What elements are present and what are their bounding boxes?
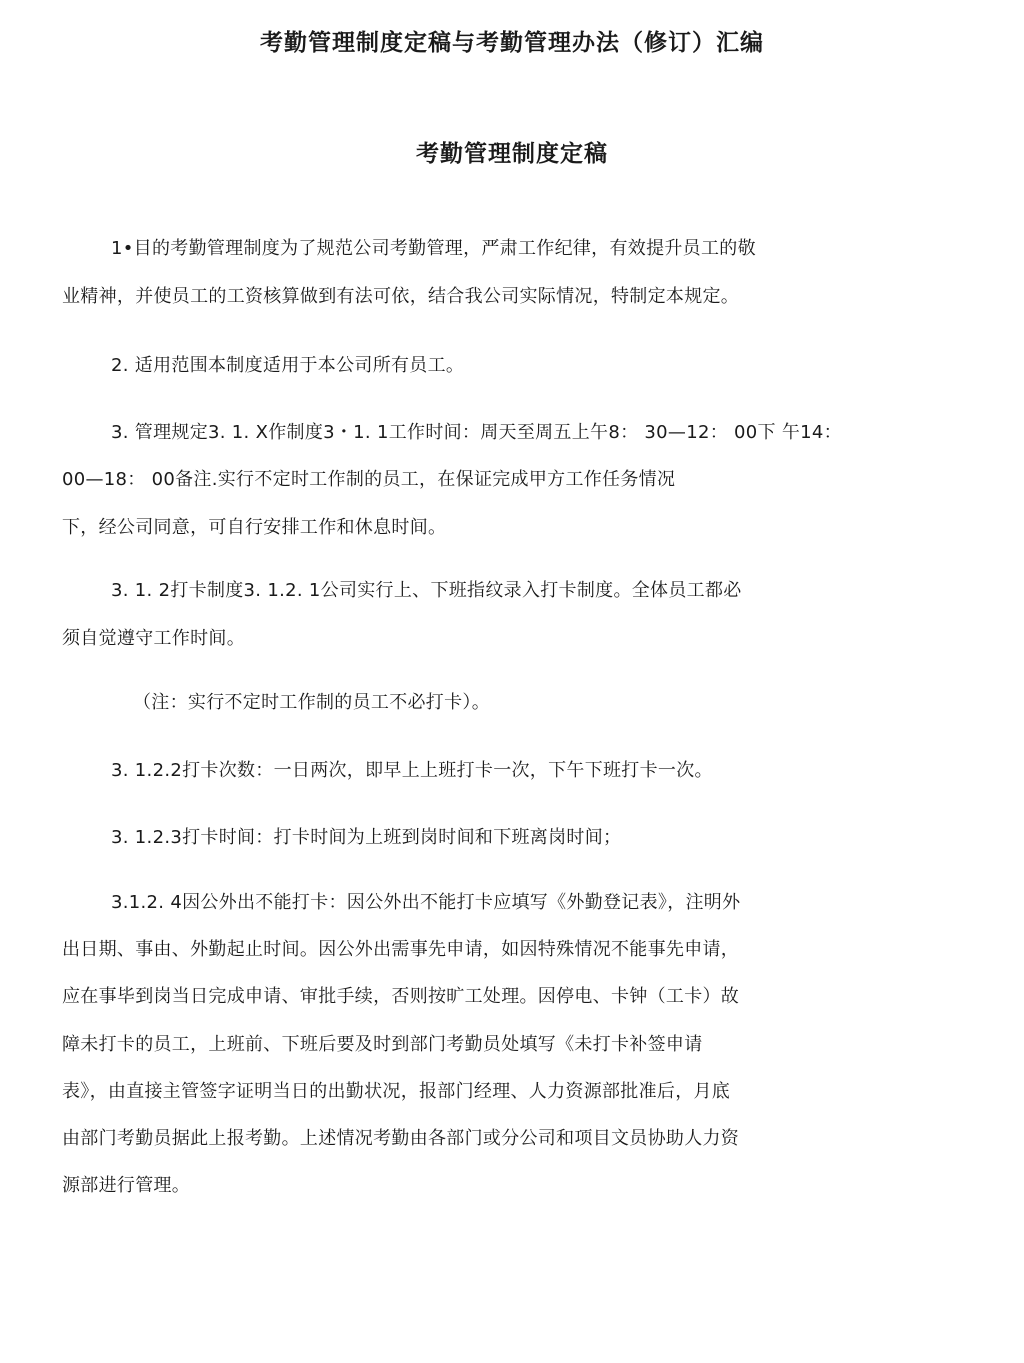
text-line: 3.1.2. 4因公外出不能打卡：因公外出不能打卡应填写《外勤登记表》，注明外 bbox=[111, 892, 741, 913]
text-line: 2. 适用范围本制度适用于本公司所有员工。 bbox=[111, 355, 465, 376]
text-line: 业精神，并使员工的工资核算做到有法可依，结合我公司实际情况，特制定本规定。 bbox=[62, 286, 740, 307]
text-line: 出日期、事由、外勤起止时间。因公外出需事先申请，如因特殊情况不能事先申请， bbox=[62, 939, 740, 960]
text-line: 1•目的考勤管理制度为了规范公司考勤管理，严肃工作纪律，有效提升员工的敬 bbox=[111, 238, 756, 259]
text-line: 3. 管理规定3. 1. X作制度3・1. 1工作时间：周天至周五上午8： 30—12： 00下 午14： bbox=[111, 422, 842, 443]
text-line: 须自觉遵守工作时间。 bbox=[62, 628, 245, 649]
section-title: 考勤管理制度定稿 bbox=[416, 141, 608, 167]
text-line: 源部进行管理。 bbox=[62, 1175, 191, 1196]
text-line: 障未打卡的员工，上班前、下班后要及时到部门考勤员处填写《未打卡补签申请 bbox=[62, 1034, 703, 1055]
text-line: （注：实行不定时工作制的员工不必打卡）。 bbox=[133, 692, 490, 713]
text-line: 3. 1.2.3打卡时间：打卡时间为上班到岗时间和下班离岗时间； bbox=[111, 827, 622, 848]
text-line: 下，经公司同意，可自行安排工作和休息时间。 bbox=[62, 517, 447, 538]
text-line: 3. 1. 2打卡制度3. 1.2. 1公司实行上、下班指纹录入打卡制度。全体员工都必 bbox=[111, 580, 742, 601]
text-line: 由部门考勤员据此上报考勤。上述情况考勤由各部门或分公司和项目文员协助人力资 bbox=[62, 1128, 740, 1149]
text-line: 3. 1.2.2打卡次数：一日两次，即早上上班打卡一次，下午下班打卡一次。 bbox=[111, 760, 713, 781]
text-line: 00—18： 00备注.实行不定时工作制的员工，在保证完成甲方工作任务情况 bbox=[62, 469, 676, 490]
text-line: 应在事毕到岗当日完成申请、审批手续，否则按旷工处理。因停电、卡钟（工卡）故 bbox=[62, 986, 740, 1007]
text-line: 表》，由直接主管签字证明当日的出勤状况，报部门经理、人力资源部批准后，月底 bbox=[62, 1081, 731, 1102]
document-title: 考勤管理制度定稿与考勤管理办法（修订）汇编 bbox=[260, 30, 764, 56]
